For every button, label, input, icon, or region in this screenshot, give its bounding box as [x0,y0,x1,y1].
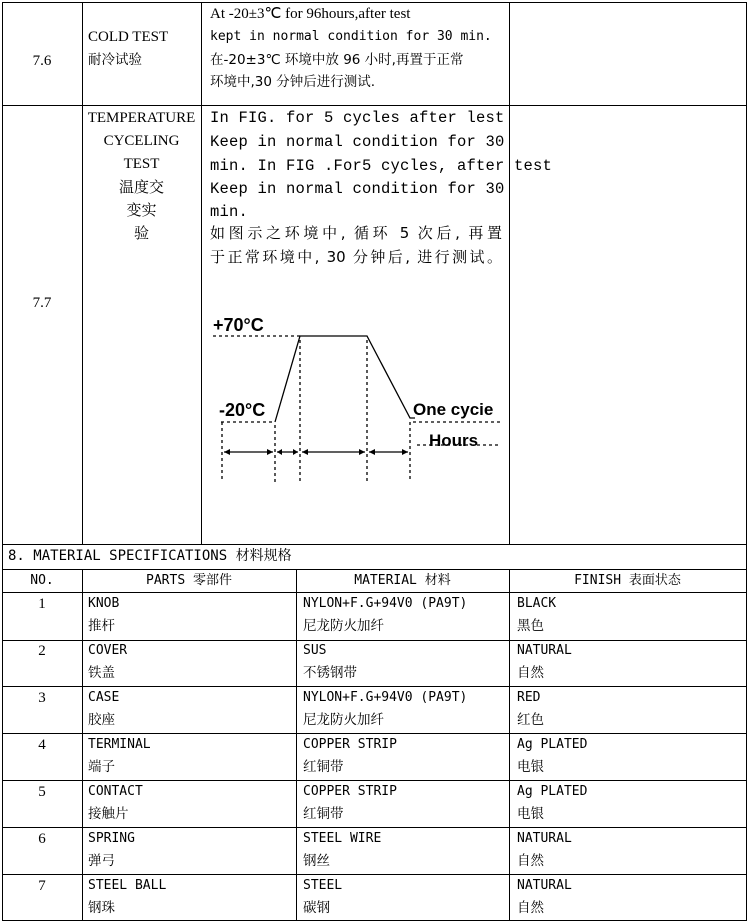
rule-mat-col2 [296,569,297,920]
low-temp-label: -20°C [219,400,266,420]
temperature-cycle-figure [205,300,505,495]
test-desc-line: 于正常环境中, 30 分钟后, 进行测试。 [210,248,502,266]
finish-name: NATURAL [517,878,572,893]
rule-bottom [2,920,747,921]
finish-name: NATURAL [517,643,572,658]
part-name: SPRING [88,831,135,846]
part-name: TERMINAL [88,737,151,752]
rule-test-col3 [509,2,510,544]
header-material: MATERIAL 材料 [354,573,451,588]
finish-name-cn: 自然 [517,665,544,681]
test-name-line: 变实 [126,201,157,219]
row-no: 1 [38,596,46,612]
material-name: COPPER STRIP [303,737,397,752]
row-no: 6 [38,831,46,847]
test-desc-line: At -20±3℃ for 96hours,after test [210,6,411,22]
rule-test-row1 [2,105,747,106]
material-name: NYLON+F.G+94V0 (PA9T) [303,596,468,611]
rule-test-col2 [201,2,202,544]
finish-name-cn: 电银 [517,759,544,775]
test-name-line: CYCELING [103,133,180,149]
finish-name-cn: 电银 [517,806,544,822]
test-desc-line: 环境中,30 分钟后进行测试. [210,74,376,90]
material-name-cn: 碳钢 [303,900,330,916]
cycle-label: One cycie [413,400,494,419]
hours-label: Hours [429,431,479,450]
material-name-cn: 尼龙防火加纤 [303,618,384,634]
test-desc-line: kept in normal condition for 30 min. [210,29,492,44]
row-no: 4 [38,737,46,753]
test-name-line: 验 [133,224,149,242]
material-name-cn: 红铜带 [303,759,344,775]
part-name-cn: 弹弓 [88,853,115,869]
test-name: COLD TEST [88,29,169,45]
material-name-cn: 尼龙防火加纤 [303,712,384,728]
finish-name-cn: 自然 [517,900,544,916]
header-parts: PARTS 零部件 [146,573,232,588]
finish-name: Ag PLATED [517,737,588,752]
material-name: COPPER STRIP [303,784,397,799]
material-name: STEEL WIRE [303,831,382,846]
part-name-cn: 钢珠 [88,900,115,916]
part-name-cn: 接触片 [88,806,129,822]
finish-name: RED [517,690,541,705]
material-name: SUS [303,643,327,658]
finish-name: NATURAL [517,831,572,846]
header-finish: FINISH 表面状态 [574,573,681,588]
section-title: 8. MATERIAL SPECIFICATIONS 材料规格 [8,548,292,564]
high-temp-label: +70°C [213,315,264,335]
rule-mat-col3 [509,569,510,920]
material-name: STEEL [303,878,343,893]
finish-name: Ag PLATED [517,784,588,799]
test-number: 7.6 [32,53,52,69]
test-desc-line: Keep in normal condition for 30 [210,180,505,198]
test-desc-line: In FIG. for 5 cycles after lest [210,109,505,127]
row-no: 2 [38,643,46,659]
material-name: NYLON+F.G+94V0 (PA9T) [303,690,468,705]
part-name-cn: 铁盖 [88,665,115,681]
part-name-cn: 胶座 [88,712,115,728]
test-desc-line: min. [210,203,249,221]
material-name-cn: 钢丝 [303,853,330,869]
material-name-cn: 不锈钢带 [303,665,357,681]
part-name: KNOB [88,596,120,611]
test-name-cn: 耐冷试验 [88,52,142,68]
material-name-cn: 红铜带 [303,806,344,822]
test-desc-line: 在-20±3℃ 环境中放 96 小时,再置于正常 [210,52,464,68]
part-name: CASE [88,690,120,705]
test-name-line: 温度交 [118,178,164,196]
test-desc-line: Keep in normal condition for 30 [210,133,505,151]
rule-test-col1 [82,2,83,544]
finish-name-cn: 黑色 [517,618,544,634]
row-no: 5 [38,784,46,800]
header-no: NO. [30,573,54,588]
row-no: 7 [38,878,46,894]
test-name-line: TEST [123,156,160,172]
part-name-cn: 端子 [88,759,115,775]
test-number: 7.7 [32,295,52,311]
part-name: COVER [88,643,128,658]
rule-mat-col1 [82,569,83,920]
finish-name-cn: 红色 [517,712,544,728]
cycle-profile-line [275,336,415,422]
test-desc-line: min. In FIG .For5 cycles, after test [210,157,553,175]
finish-name: BLACK [517,596,557,611]
part-name: CONTACT [88,784,143,799]
part-name: STEEL BALL [88,878,167,893]
finish-name-cn: 自然 [517,853,544,869]
test-name-line: TEMPERATURE [87,110,196,126]
part-name-cn: 推杆 [88,618,115,634]
rule-right [746,2,747,920]
test-desc-line: 如图示之环境中, 循环 5 次后, 再置 [210,224,502,242]
row-no: 3 [38,690,46,706]
